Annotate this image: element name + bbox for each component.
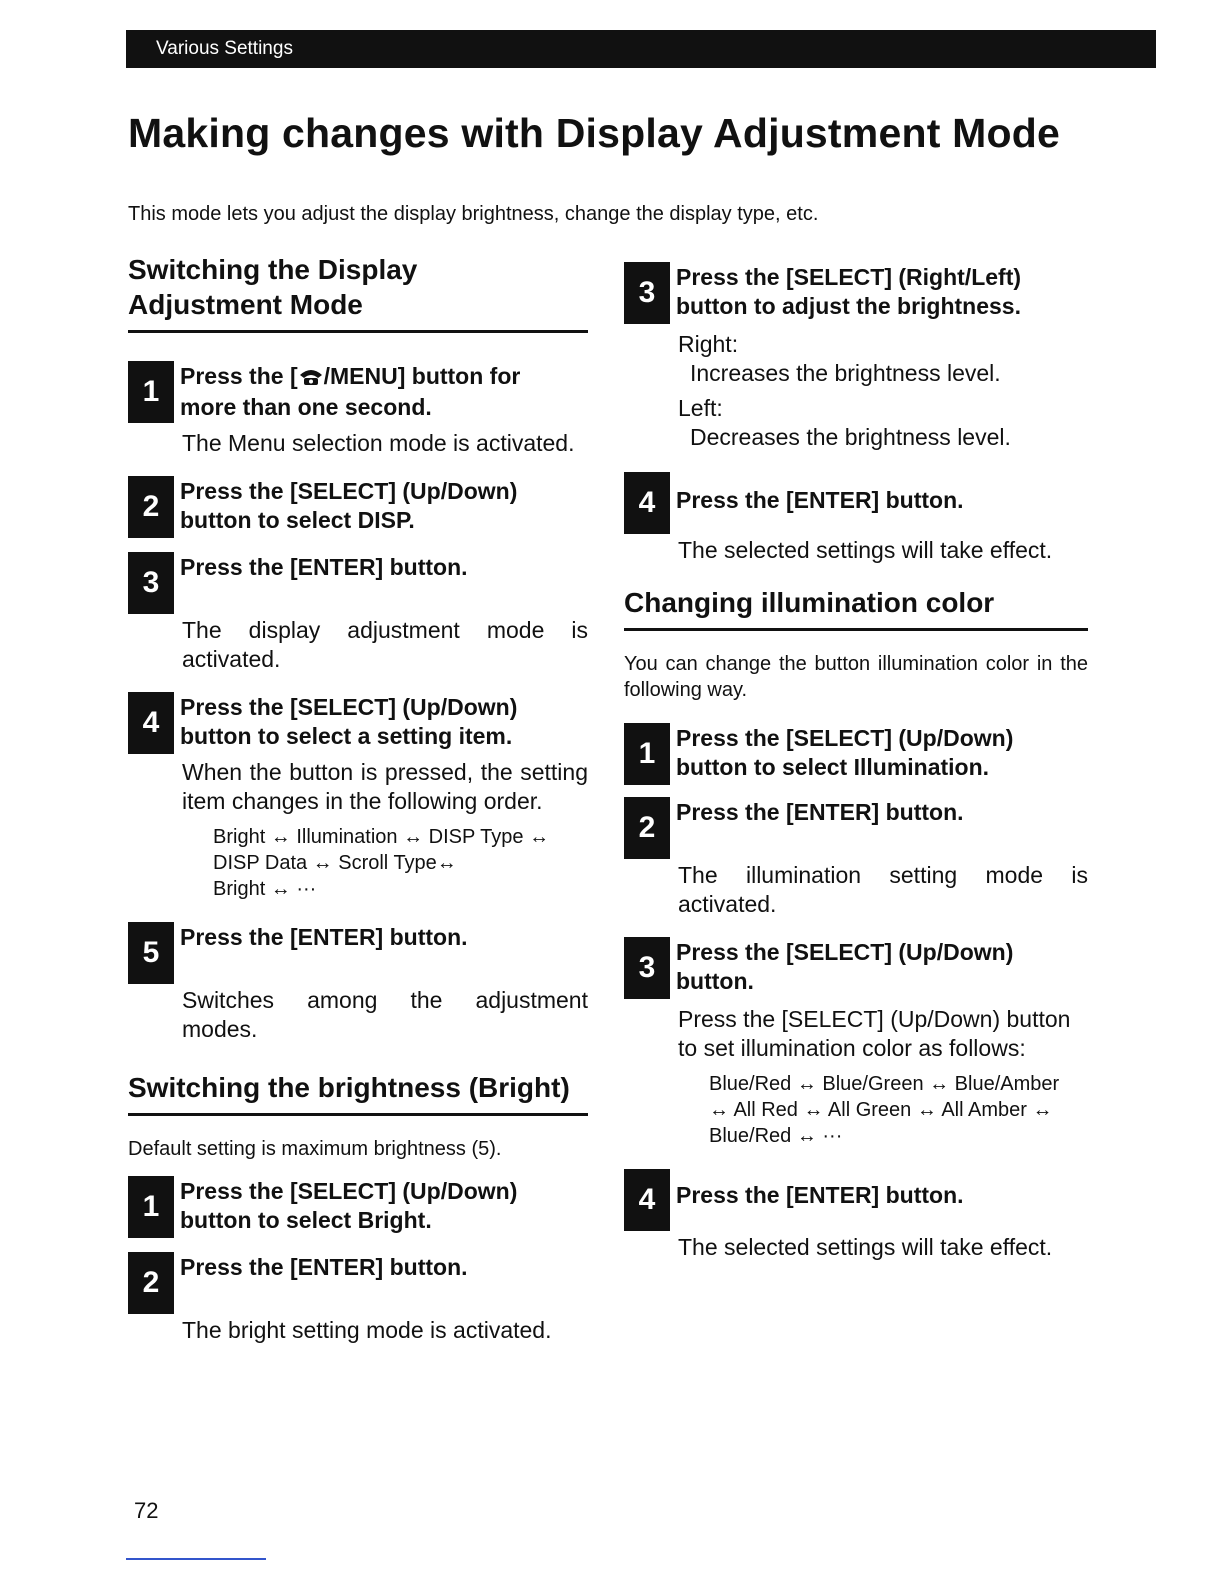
step-title: Press the [SELECT] (Up/Down) button to select Bright. [180, 1178, 518, 1233]
illum-step-1 [624, 723, 1088, 785]
section-header-bar [126, 30, 1156, 68]
step-number-badge: 1 [624, 723, 670, 785]
left-column [128, 252, 588, 1345]
step-number-badge: 1 [128, 1176, 174, 1238]
step-title: Press the [ENTER] button. [676, 487, 964, 513]
step-number-badge: 1 [128, 361, 174, 423]
step-number-badge: 3 [624, 262, 670, 324]
step-1-menu [128, 361, 588, 423]
phone-menu-icon [298, 364, 324, 393]
step-number-badge: 3 [128, 552, 174, 614]
page-number: 72 [134, 1498, 159, 1523]
option-label-left: Left: [678, 395, 723, 421]
step-title: Press the [SELECT] (Right/Left) button to adjust the brightness. [676, 264, 1022, 319]
heading-line: Adjustment Mode [128, 289, 363, 320]
bright-step-1 [128, 1176, 588, 1238]
step-number-badge: 2 [128, 476, 174, 538]
option-text-left: Decreases the brightness level. [690, 424, 1011, 450]
step-number-badge: 2 [624, 797, 670, 859]
bright-step-2 [128, 1252, 588, 1314]
bright-step-4 [624, 472, 1088, 534]
step-number-badge: 4 [128, 692, 174, 754]
step-description: The Menu selection mode is activated. [182, 430, 575, 456]
bright-step-3 [624, 262, 1088, 324]
section-heading-illumination: Changing illumination color [624, 585, 1088, 631]
default-setting-note: Default setting is maximum brightness (5). [128, 1138, 502, 1160]
right-column [624, 262, 1088, 1262]
section-heading-switching-mode [128, 252, 588, 333]
step-title: Press the [SELECT] (Up/Down) button to select Illumination. [676, 725, 1014, 780]
step-2-select-disp [128, 476, 588, 538]
step-description: The bright setting mode is activated. [182, 1317, 552, 1343]
step-description: The selected settings will take effect. [678, 1234, 1053, 1260]
step-number-badge: 4 [624, 1169, 670, 1231]
page-title: Making changes with Display Adjustment Mode [128, 110, 1060, 156]
step-title: Press the [ENTER] button. [676, 799, 964, 825]
step-description: The illumination setting mode is activated. [678, 862, 1088, 917]
step-number-badge: 2 [128, 1252, 174, 1314]
step-title: Press the [ENTER] button. [676, 1182, 964, 1208]
heading-line: Switching the Display [128, 254, 418, 285]
step-description: The display adjustment mode is activated. [182, 617, 588, 672]
option-text-right: Increases the brightness level. [690, 360, 1001, 386]
illumination-intro: You can change the button illumination color in the following way. [624, 653, 1088, 701]
step-5-enter [128, 922, 588, 984]
step-description: Switches among the adjustment modes. [182, 987, 588, 1042]
section-heading-brightness: Switching the brightness (Bright) [128, 1070, 588, 1116]
setting-order-sequence: Bright ↔ Illumination ↔ DISP Type ↔ DISP Data ↔ Scroll Type↔ Bright ↔ ··· [213, 826, 550, 900]
illum-step-2 [624, 797, 1088, 859]
step-number-badge: 5 [128, 922, 174, 984]
step-number-badge: 3 [624, 937, 670, 999]
step-title: Press the [SELECT] (Up/Down) button to select DISP. [180, 478, 518, 533]
step-number-badge: 4 [624, 472, 670, 534]
illum-step-4 [624, 1169, 1088, 1231]
footer-rule [126, 1558, 266, 1560]
step-description: When the button is pressed, the setting item changes in the following order. [182, 759, 588, 814]
step-title: Press the [SELECT] (Up/Down) button. [676, 939, 1014, 994]
step-title: Press the [ENTER] button. [180, 554, 468, 580]
step-3-enter [128, 552, 588, 614]
step-title: Press the [ENTER] button. [180, 1254, 468, 1280]
step-title: Press the [SELECT] (Up/Down) button to select a setting item. [180, 694, 518, 749]
step-4-select-item [128, 692, 588, 754]
step-title: Press the [ /MENU] button for more than one second. [180, 363, 521, 420]
step-description: The selected settings will take effect. [678, 537, 1053, 563]
step-description: Press the [SELECT] (Up/Down) button to set illumination color as follows: [678, 1006, 1071, 1061]
intro-text: This mode lets you adjust the display brightness, change the display type, etc. [128, 203, 819, 225]
section-header-label: Various Settings [156, 38, 293, 59]
illumination-color-sequence: Blue/Red ↔ Blue/Green ↔ Blue/Amber ↔ All Red ↔ All Green ↔ All Amber ↔ Blue/Red ↔ ··· [709, 1073, 1060, 1147]
option-label-right: Right: [678, 331, 739, 357]
step-title: Press the [ENTER] button. [180, 924, 468, 950]
illum-step-3 [624, 937, 1088, 999]
